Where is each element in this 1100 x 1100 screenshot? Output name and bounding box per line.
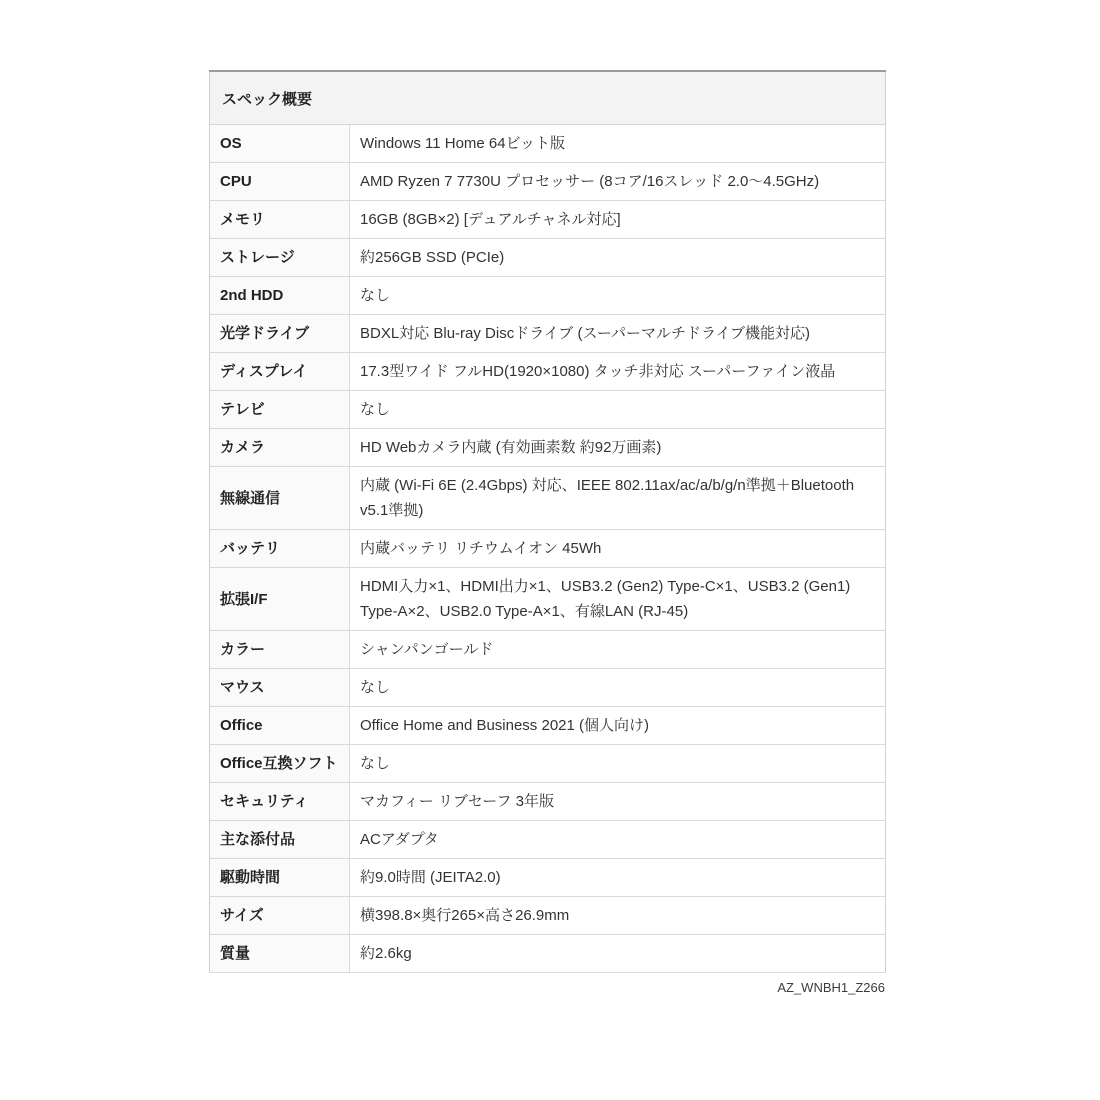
spec-value: なし: [350, 745, 886, 783]
table-row: [210, 530, 886, 568]
table-row: [210, 391, 886, 429]
table-row: [210, 277, 886, 315]
spec-value: 横398.8×奥行265×高さ26.9mm: [350, 897, 886, 935]
table-row: [210, 783, 886, 821]
spec-value: マカフィー リブセーフ 3年版: [350, 783, 886, 821]
spec-table-body: [210, 125, 886, 973]
spec-value: 約9.0時間 (JEITA2.0): [350, 859, 886, 897]
spec-value: Windows 11 Home 64ビット版: [350, 125, 886, 163]
spec-value: なし: [350, 277, 886, 315]
table-row: [210, 201, 886, 239]
spec-value: なし: [350, 391, 886, 429]
spec-label: マウス: [210, 669, 350, 707]
spec-value: 16GB (8GB×2) [デュアルチャネル対応]: [350, 201, 886, 239]
spec-label: 無線通信: [210, 467, 350, 530]
spec-value: HD Webカメラ内蔵 (有効画素数 約92万画素): [350, 429, 886, 467]
spec-label: カメラ: [210, 429, 350, 467]
table-row: [210, 631, 886, 669]
spec-label: サイズ: [210, 897, 350, 935]
table-row: [210, 669, 886, 707]
spec-label: CPU: [210, 163, 350, 201]
spec-label: カラー: [210, 631, 350, 669]
table-row: [210, 935, 886, 973]
model-code: AZ_WNBH1_Z266: [777, 980, 885, 995]
spec-label: テレビ: [210, 391, 350, 429]
table-row: [210, 745, 886, 783]
spec-label: ディスプレイ: [210, 353, 350, 391]
table-row: [210, 315, 886, 353]
spec-label: バッテリ: [210, 530, 350, 568]
table-row: [210, 429, 886, 467]
table-row: [210, 353, 886, 391]
spec-label: Office: [210, 707, 350, 745]
table-row: [210, 568, 886, 631]
table-row: [210, 897, 886, 935]
spec-label: 拡張I/F: [210, 568, 350, 631]
spec-label: 主な添付品: [210, 821, 350, 859]
spec-label: セキュリティ: [210, 783, 350, 821]
table-row: [210, 239, 886, 277]
table-row: [210, 163, 886, 201]
spec-value: ACアダプタ: [350, 821, 886, 859]
spec-value: AMD Ryzen 7 7730U プロセッサー (8コア/16スレッド 2.0～4.5GHz): [350, 163, 886, 201]
spec-value: なし: [350, 669, 886, 707]
spec-label: 駆動時間: [210, 859, 350, 897]
spec-table: [209, 70, 886, 973]
spec-section: [209, 70, 885, 995]
table-row: [210, 859, 886, 897]
spec-label: 光学ドライブ: [210, 315, 350, 353]
spec-label: 2nd HDD: [210, 277, 350, 315]
spec-label: メモリ: [210, 201, 350, 239]
table-header-row: [210, 71, 886, 125]
spec-value: 内蔵 (Wi-Fi 6E (2.4Gbps) 対応、IEEE 802.11ax/ac/a/b/g/n準拠＋Bluetooth v5.1準拠): [350, 467, 886, 530]
spec-value: 約256GB SSD (PCIe): [350, 239, 886, 277]
table-title: スペック概要: [210, 71, 886, 125]
table-row: [210, 707, 886, 745]
table-row: [210, 125, 886, 163]
table-row: [210, 821, 886, 859]
spec-label: ストレージ: [210, 239, 350, 277]
spec-value: Office Home and Business 2021 (個人向け): [350, 707, 886, 745]
spec-table-header: [210, 71, 886, 125]
spec-value: 約2.6kg: [350, 935, 886, 973]
spec-value: BDXL対応 Blu-ray Discドライブ (スーパーマルチドライブ機能対応): [350, 315, 886, 353]
spec-value: HDMI入力×1、HDMI出力×1、USB3.2 (Gen2) Type-C×1、USB3.2 (Gen1) Type-A×2、USB2.0 Type-A×1、有線LAN (RJ-45): [350, 568, 886, 631]
table-row: [210, 467, 886, 530]
spec-label: OS: [210, 125, 350, 163]
spec-value: 17.3型ワイド フルHD(1920×1080) タッチ非対応 スーパーファイン液晶: [350, 353, 886, 391]
spec-label: Office互換ソフト: [210, 745, 350, 783]
spec-value: 内蔵バッテリ リチウムイオン 45Wh: [350, 530, 886, 568]
spec-value: シャンパンゴールド: [350, 631, 886, 669]
spec-label: 質量: [210, 935, 350, 973]
